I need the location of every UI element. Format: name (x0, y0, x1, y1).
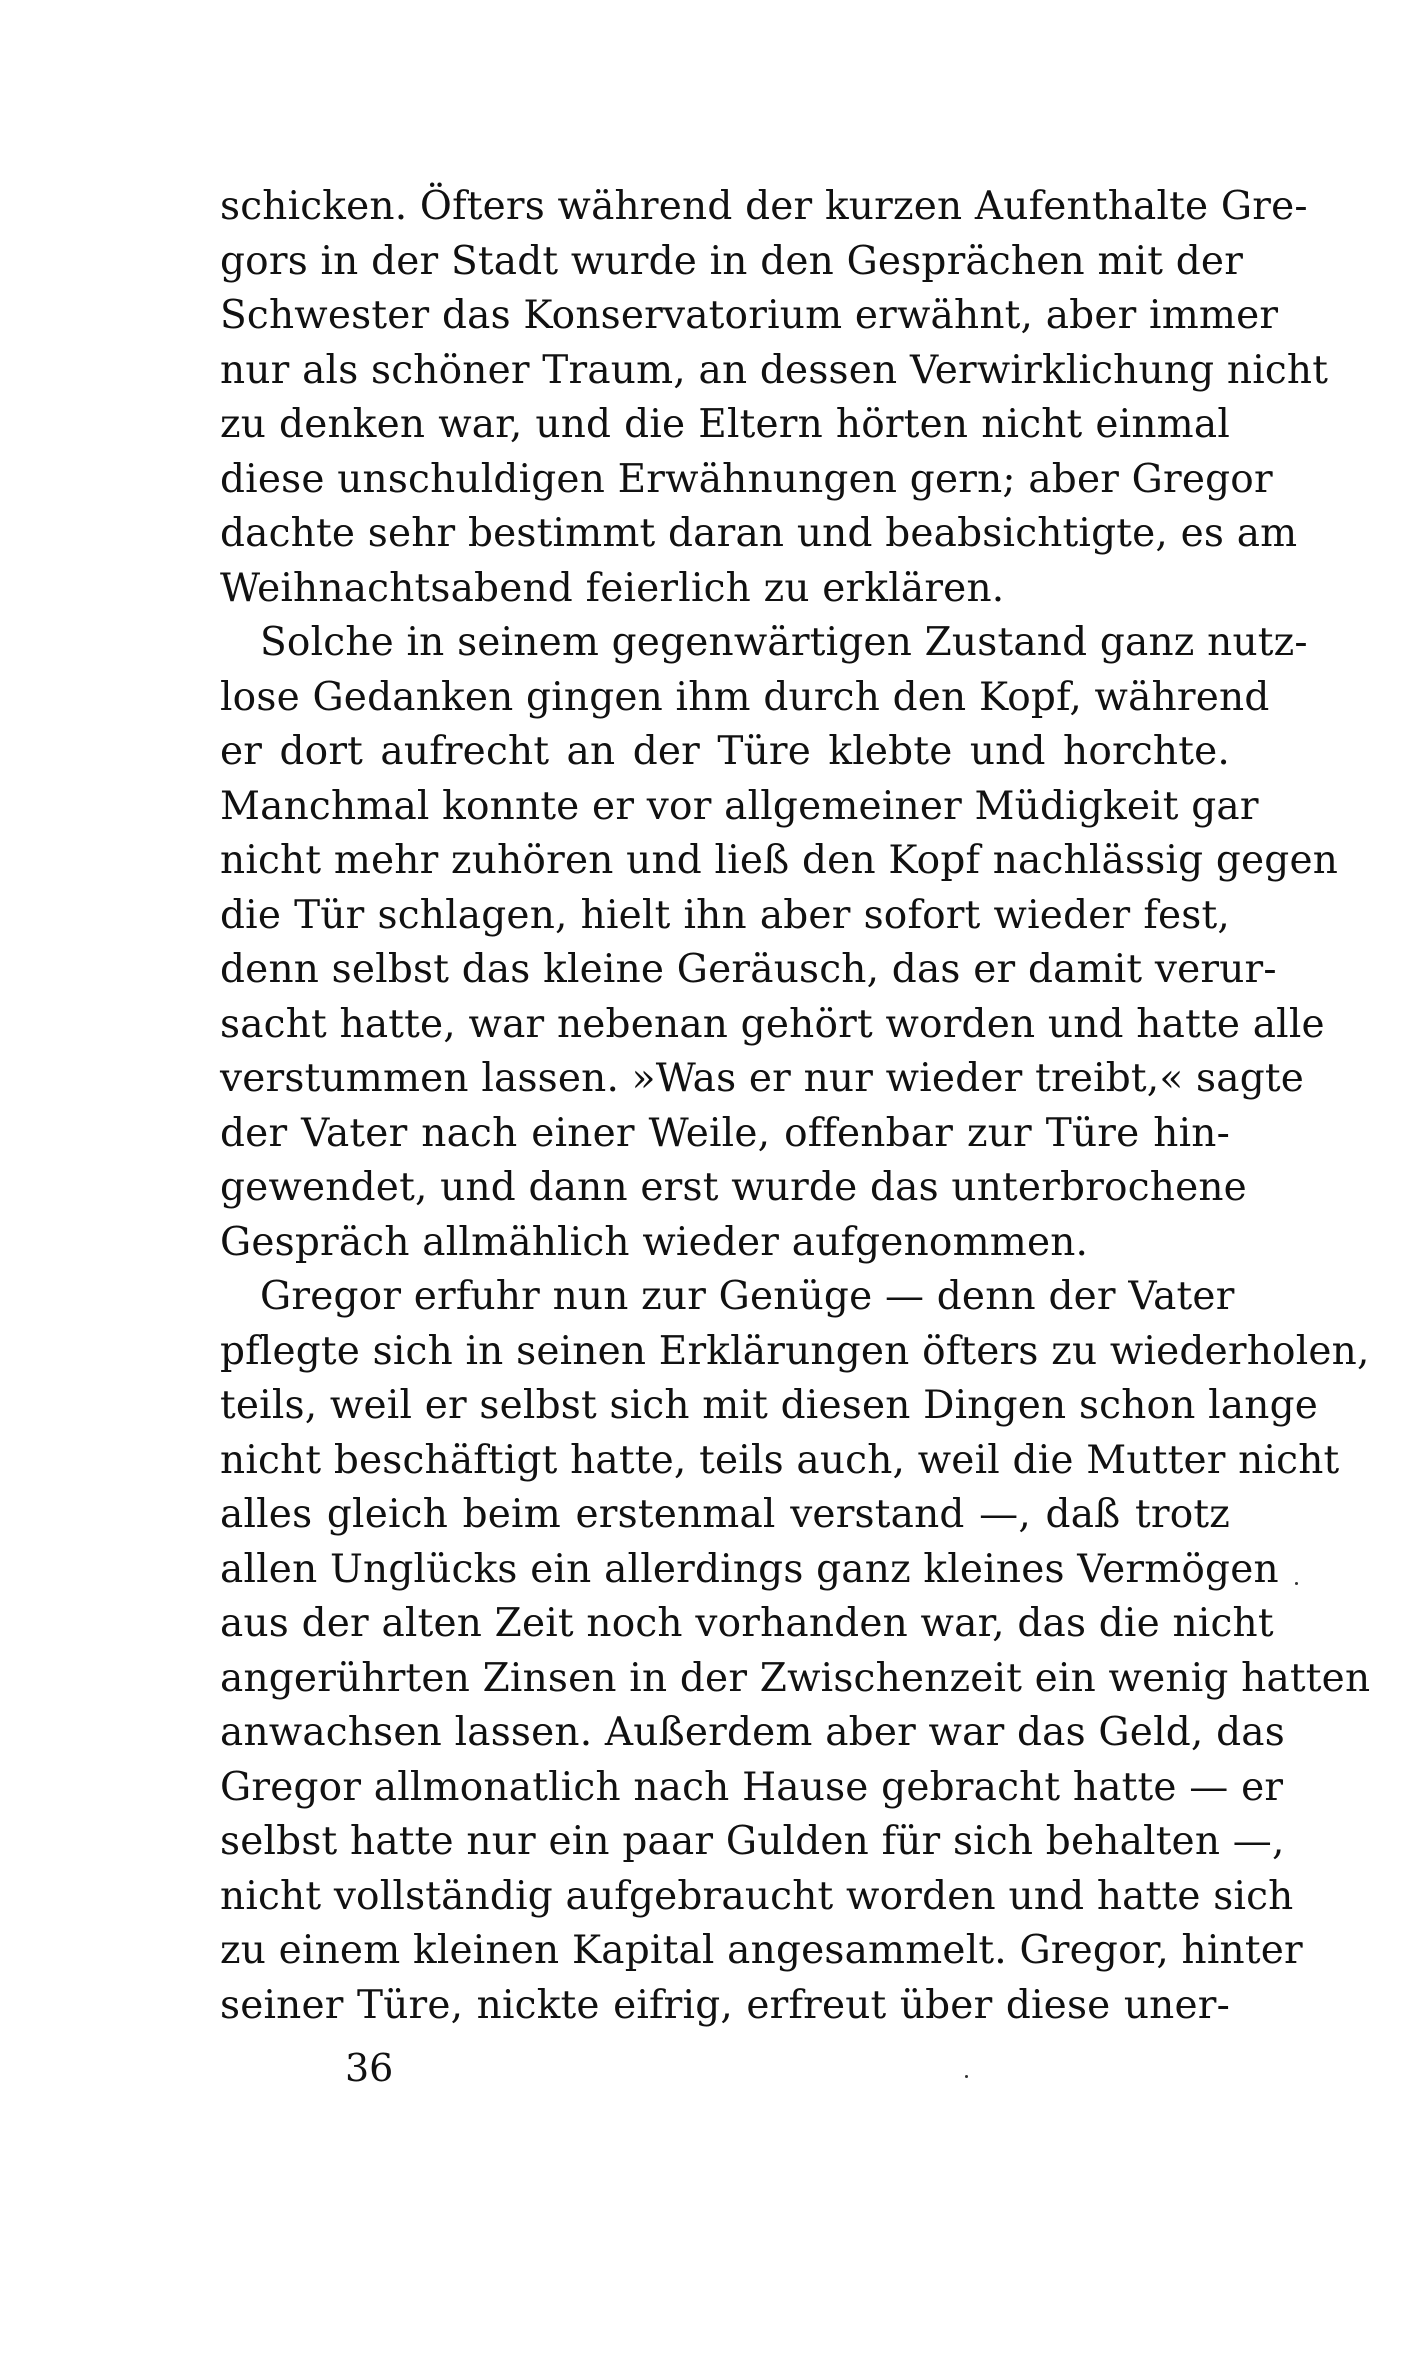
text-line: sacht hatte, war nebenan gehört worden und hatte alle (220, 1001, 1325, 1047)
print-speck (1295, 1582, 1298, 1585)
text-line: die Tür schlagen, hielt ihn aber sofort wieder fest, (220, 892, 1230, 938)
text-line: alles gleich beim erstenmal verstand —, daß trotz (220, 1492, 1230, 1537)
text-line: seiner Türe, nickte eifrig, erfreut über diese uner- (220, 1982, 1230, 2028)
text-line: aus der alten Zeit noch vorhanden war, das die nicht (220, 1601, 1274, 1646)
text-line: pflegte sich in seinen Erklärungen öfters zu wiederholen, (220, 1328, 1370, 1374)
text-line: Gregor allmonatlich nach Hause gebracht hatte — er (220, 1764, 1284, 1810)
text-line: nicht vollständig aufgebraucht worden und hatte sich (220, 1873, 1294, 1919)
paragraph-end-line: Gespräch allmählich wieder aufgenommen. (220, 1219, 1089, 1265)
text-line: diese unschuldigen Erwähnungen gern; aber Gregor (220, 456, 1273, 502)
text-line: nur als schöner Traum, an dessen Verwirklichung nicht (220, 347, 1329, 393)
text-line: gors in der Stadt wurde in den Gesprächen mit der (220, 238, 1244, 284)
text-line: angerührten Zinsen in der Zwischenzeit ein wenig hatten (220, 1655, 1371, 1701)
text-line: dachte sehr bestimmt daran und beabsichtigte, es am (220, 511, 1298, 556)
text-line: selbst hatte nur ein paar Gulden für sich behalten —, (220, 1819, 1285, 1864)
text-line: nicht beschäftigt hatte, teils auch, weil die Mutter nicht (220, 1437, 1340, 1483)
body-text (220, 180, 1371, 2033)
text-line: allen Unglücks ein allerdings ganz kleines Vermögen (220, 1546, 1279, 1592)
text-line: schicken. Öfters während der kurzen Aufenthalte Gre- (220, 184, 1308, 229)
text-line: teils, weil er selbst sich mit diesen Dingen schon lange (220, 1383, 1319, 1428)
paragraph-end-line: Weihnachtsabend feierlich zu erklären. (220, 565, 1005, 611)
paragraph-start-line: Solche in seinem gegenwärtigen Zustand ganz nutz- (260, 620, 1308, 665)
paragraph-start-line: Gregor erfuhr nun zur Genüge — denn der Vater (260, 1274, 1235, 1319)
text-line: denn selbst das kleine Geräusch, das er damit verur- (220, 947, 1277, 992)
text-line: gewendet, und dann erst wurde das unterbrochene (220, 1165, 1247, 1210)
text-line: nicht mehr zuhören und ließ den Kopf nachlässig gegen (220, 838, 1339, 883)
text-line: Schwester das Konservatorium erwähnt, aber immer (220, 293, 1279, 338)
text-line: der Vater nach einer Weile, offenbar zur Türe hin- (220, 1110, 1230, 1156)
print-speck (965, 2075, 968, 2078)
text-line: zu denken war, und die Eltern hörten nicht einmal (220, 402, 1230, 447)
page-number: 36 (345, 2046, 394, 2090)
text-line: verstummen lassen. »Was er nur wieder treibt,« sagte (220, 1056, 1305, 1101)
text-line: lose Gedanken gingen ihm durch den Kopf, während (220, 674, 1270, 720)
text-line: zu einem kleinen Kapital angesammelt. Gregor, hinter (220, 1928, 1303, 1973)
text-line: er dort aufrecht an der Türe klebte und horchte. (220, 729, 1230, 774)
text-line: anwachsen lassen. Außerdem aber war das Geld, das (220, 1710, 1285, 1755)
text-line: Manchmal konnte er vor allgemeiner Müdigkeit gar (220, 783, 1259, 829)
